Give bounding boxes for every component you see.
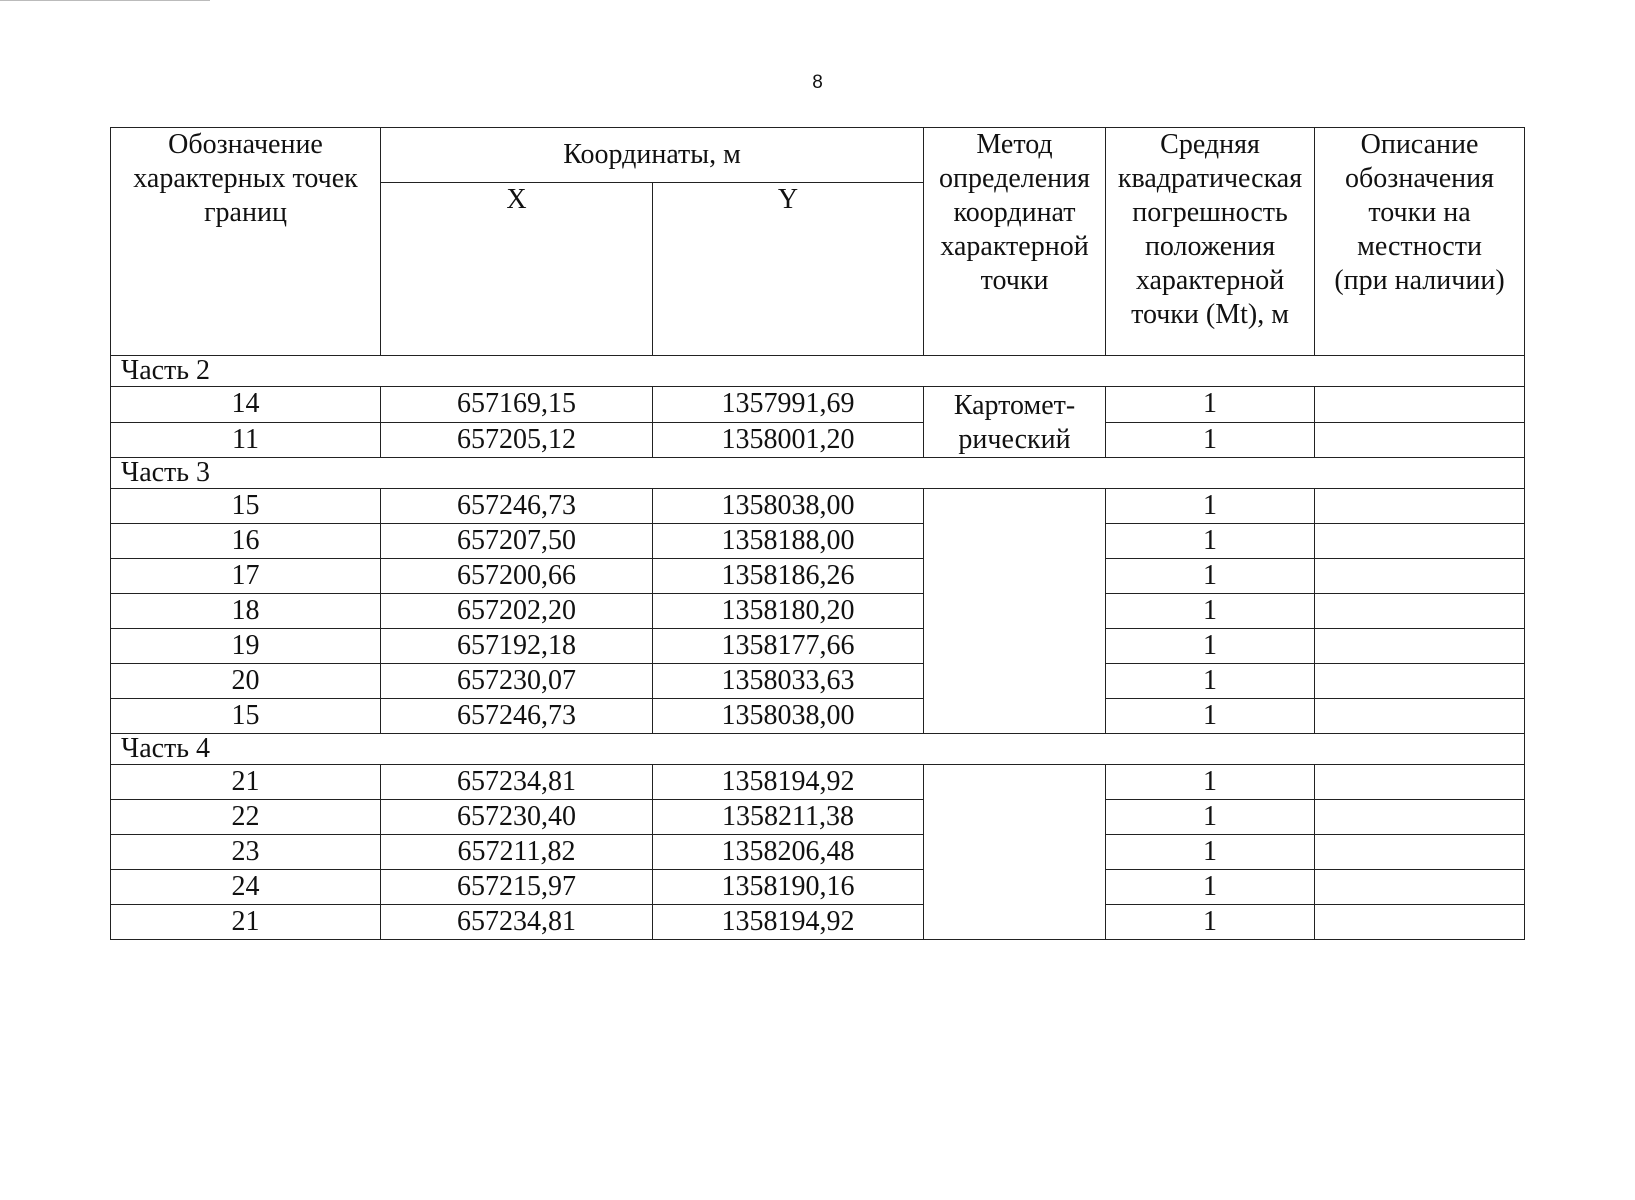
table-header: [111, 128, 1525, 356]
table-row: [111, 664, 1525, 699]
cell-y: 1358206,48: [653, 835, 924, 870]
cell-x: 657246,73: [381, 489, 653, 524]
cell-point: 16: [111, 524, 381, 559]
cell-point: 14: [111, 387, 381, 423]
cell-point: 19: [111, 629, 381, 664]
cell-mt: 1: [1106, 629, 1315, 664]
table-row: [111, 594, 1525, 629]
table-body: [111, 356, 1525, 940]
cell-y: 1358211,38: [653, 800, 924, 835]
cell-description: [1315, 800, 1525, 835]
table-row: [111, 765, 1525, 800]
cell-method: [924, 489, 1106, 734]
cell-description: [1315, 629, 1525, 664]
cell-mt: 1: [1106, 800, 1315, 835]
cell-y: 1358190,16: [653, 870, 924, 905]
cell-description: [1315, 387, 1525, 423]
cell-mt: 1: [1106, 835, 1315, 870]
table-row: [111, 422, 1525, 458]
cell-description: [1315, 765, 1525, 800]
cell-mt: 1: [1106, 699, 1315, 734]
cell-description: [1315, 664, 1525, 699]
table-row: [111, 870, 1525, 905]
cell-mt: 1: [1106, 905, 1315, 940]
table-row: [111, 800, 1525, 835]
cell-description: [1315, 905, 1525, 940]
header-description: Описание обозначения точки на местности (при наличии): [1315, 128, 1525, 356]
cell-x: 657234,81: [381, 765, 653, 800]
cell-x: 657230,07: [381, 664, 653, 699]
cell-mt: 1: [1106, 524, 1315, 559]
cell-y: 1358001,20: [653, 422, 924, 458]
section-title: Часть 3: [111, 458, 1525, 489]
cell-y: 1358188,00: [653, 524, 924, 559]
cell-x: 657246,73: [381, 699, 653, 734]
cell-x: 657207,50: [381, 524, 653, 559]
cell-description: [1315, 870, 1525, 905]
cell-point: 15: [111, 699, 381, 734]
table-row: [111, 387, 1525, 423]
cell-x: 657200,66: [381, 559, 653, 594]
section-row: [111, 356, 1525, 387]
cell-method: Картомет- рический: [924, 387, 1106, 458]
header-error: Средняя квадратическая погрешность положения характерной точки (Mt), м: [1106, 128, 1315, 356]
cell-mt: 1: [1106, 559, 1315, 594]
cell-description: [1315, 699, 1525, 734]
cell-x: 657205,12: [381, 422, 653, 458]
cell-description: [1315, 559, 1525, 594]
cell-x: 657230,40: [381, 800, 653, 835]
cell-y: 1358180,20: [653, 594, 924, 629]
cell-point: 17: [111, 559, 381, 594]
cell-point: 15: [111, 489, 381, 524]
section-title: Часть 4: [111, 734, 1525, 765]
cell-mt: 1: [1106, 489, 1315, 524]
cell-description: [1315, 489, 1525, 524]
header-x: X: [381, 183, 653, 356]
cell-x: 657192,18: [381, 629, 653, 664]
coordinates-table: [110, 127, 1525, 940]
section-title: Часть 2: [111, 356, 1525, 387]
table-row: [111, 629, 1525, 664]
cell-mt: 1: [1106, 594, 1315, 629]
section-row: [111, 734, 1525, 765]
cell-description: [1315, 594, 1525, 629]
cell-point: 22: [111, 800, 381, 835]
cell-y: 1358194,92: [653, 905, 924, 940]
cell-y: 1358033,63: [653, 664, 924, 699]
cell-point: 21: [111, 765, 381, 800]
cell-y: 1357991,69: [653, 387, 924, 423]
header-method: Метод определения координат характерной точки: [924, 128, 1106, 356]
page-number: 8: [812, 72, 823, 93]
cell-method: [924, 765, 1106, 940]
cell-mt: 1: [1106, 422, 1315, 458]
table-row: [111, 835, 1525, 870]
cell-y: 1358194,92: [653, 765, 924, 800]
cell-y: 1358038,00: [653, 699, 924, 734]
table-row: [111, 524, 1525, 559]
cell-y: 1358177,66: [653, 629, 924, 664]
table-row: [111, 905, 1525, 940]
cell-point: 24: [111, 870, 381, 905]
cell-point: 11: [111, 422, 381, 458]
cell-point: 21: [111, 905, 381, 940]
cell-x: 657211,82: [381, 835, 653, 870]
cell-mt: 1: [1106, 387, 1315, 423]
section-row: [111, 458, 1525, 489]
cell-x: 657202,20: [381, 594, 653, 629]
cell-mt: 1: [1106, 870, 1315, 905]
cell-description: [1315, 524, 1525, 559]
cell-y: 1358038,00: [653, 489, 924, 524]
cell-mt: 1: [1106, 765, 1315, 800]
cell-description: [1315, 422, 1525, 458]
cell-x: 657234,81: [381, 905, 653, 940]
header-y: Y: [653, 183, 924, 356]
table-row: [111, 699, 1525, 734]
header-point-designation: Обозначение характерных точек границ: [111, 128, 381, 356]
table-row: [111, 559, 1525, 594]
table-row: [111, 489, 1525, 524]
cell-point: 18: [111, 594, 381, 629]
scan-edge-line: [0, 0, 210, 1]
header-coordinates: Координаты, м: [381, 128, 924, 183]
cell-mt: 1: [1106, 664, 1315, 699]
cell-x: 657215,97: [381, 870, 653, 905]
cell-x: 657169,15: [381, 387, 653, 423]
cell-y: 1358186,26: [653, 559, 924, 594]
cell-point: 23: [111, 835, 381, 870]
cell-point: 20: [111, 664, 381, 699]
cell-description: [1315, 835, 1525, 870]
